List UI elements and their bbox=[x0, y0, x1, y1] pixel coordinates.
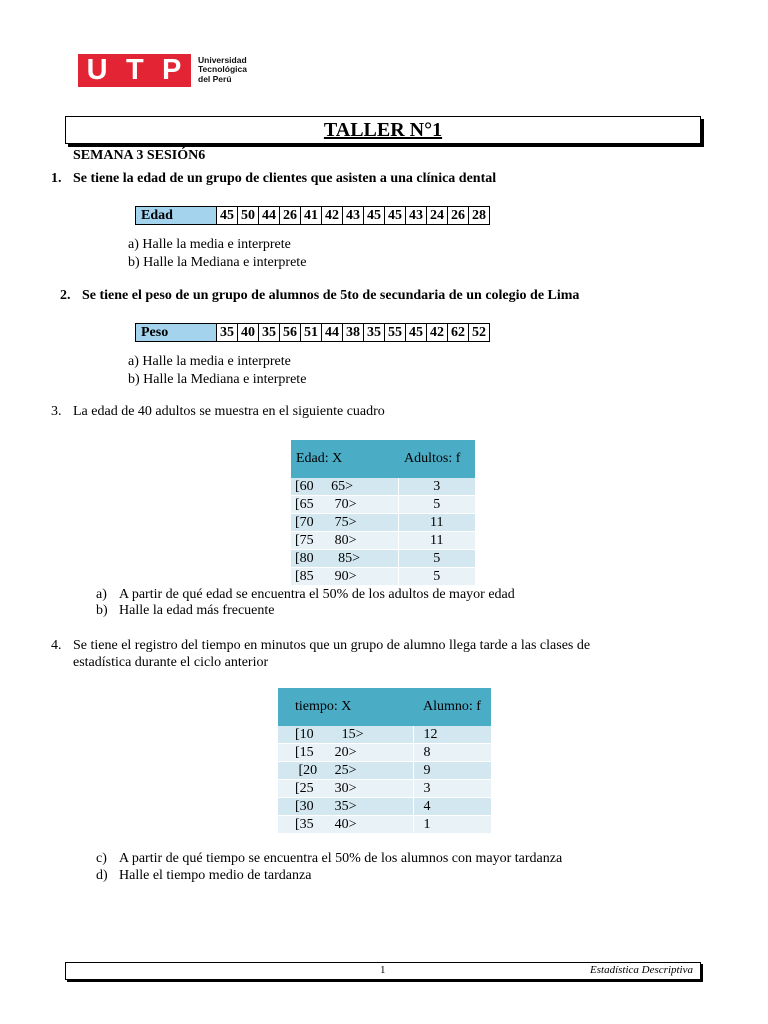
q2-value: 40 bbox=[238, 324, 259, 342]
q2-value: 42 bbox=[427, 324, 448, 342]
q4-part-c-label: c) bbox=[96, 851, 107, 866]
q4-frequency: 4 bbox=[413, 798, 491, 816]
table-row bbox=[291, 496, 475, 514]
q1-value: 44 bbox=[259, 207, 280, 225]
table-row bbox=[291, 514, 475, 532]
q2-value: 52 bbox=[469, 324, 490, 342]
q4-interval: [10 15> bbox=[278, 726, 413, 744]
page-footer bbox=[65, 962, 701, 980]
q4-frequency: 3 bbox=[413, 780, 491, 798]
utp-logo-mark bbox=[78, 54, 191, 87]
q4-frequency-table bbox=[278, 688, 491, 834]
table-row bbox=[278, 816, 491, 834]
q1-data-table bbox=[135, 206, 490, 225]
q1-value: 24 bbox=[427, 207, 448, 225]
q4-frequency: 1 bbox=[413, 816, 491, 834]
q2-text: Se tiene el peso de un grupo de alumnos de 5to de secundaria de un colegio de Lima bbox=[82, 288, 580, 303]
q1-value: 45 bbox=[364, 207, 385, 225]
q3-frequency: 11 bbox=[398, 514, 475, 532]
q1-text: Se tiene la edad de un grupo de clientes que asisten a una clínica dental bbox=[73, 171, 497, 186]
q4-frequency: 12 bbox=[413, 726, 491, 744]
q1-number: 1. bbox=[51, 171, 62, 186]
q1-part-a: a) Halle la media e interprete bbox=[128, 237, 291, 252]
q1-value: 45 bbox=[385, 207, 406, 225]
q1-value: 26 bbox=[280, 207, 301, 225]
table-row bbox=[278, 798, 491, 816]
q4-number: 4. bbox=[51, 638, 62, 653]
q3-frequency: 5 bbox=[398, 496, 475, 514]
table-row bbox=[291, 550, 475, 568]
q3-part-b-label: b) bbox=[96, 603, 108, 618]
q3-text: La edad de 40 adultos se muestra en el siguiente cuadro bbox=[73, 404, 385, 419]
q2-table-label: Peso bbox=[136, 324, 217, 342]
q2-value: 62 bbox=[448, 324, 469, 342]
q3-interval: [70 75> bbox=[291, 514, 398, 532]
q3-interval: [65 70> bbox=[291, 496, 398, 514]
q4-interval: [15 20> bbox=[278, 744, 413, 762]
q4-part-d-label: d) bbox=[96, 868, 108, 883]
table-row bbox=[291, 478, 475, 496]
table-row bbox=[278, 744, 491, 762]
q3-interval: [80 85> bbox=[291, 550, 398, 568]
q2-data-table bbox=[135, 323, 490, 342]
table-row bbox=[278, 726, 491, 744]
q3-part-b: Halle la edad más frecuente bbox=[119, 603, 275, 618]
q2-value: 35 bbox=[364, 324, 385, 342]
q4-interval: [25 30> bbox=[278, 780, 413, 798]
table-row bbox=[291, 532, 475, 550]
q4-header-f: Alumno: f bbox=[413, 688, 491, 726]
session-label: SEMANA 3 SESIÓN6 bbox=[73, 148, 206, 163]
q1-part-b: b) Halle la Mediana e interprete bbox=[128, 255, 307, 270]
q2-value: 35 bbox=[259, 324, 280, 342]
table-row bbox=[278, 762, 491, 780]
q2-part-b: b) Halle la Mediana e interprete bbox=[128, 372, 307, 387]
q1-value: 26 bbox=[448, 207, 469, 225]
q3-interval: [60 65> bbox=[291, 478, 398, 496]
utp-logo bbox=[78, 52, 247, 88]
q3-interval: [75 80> bbox=[291, 532, 398, 550]
q3-frequency-table bbox=[291, 440, 475, 586]
logo-line-3: del Perú bbox=[198, 73, 232, 84]
q4-interval: [20 25> bbox=[278, 762, 413, 780]
q1-value: 28 bbox=[469, 207, 490, 225]
logo-line-1: Universidad bbox=[198, 54, 247, 65]
q3-interval: [85 90> bbox=[291, 568, 398, 586]
q1-value: 41 bbox=[301, 207, 322, 225]
logo-letter-t: T bbox=[125, 53, 145, 86]
q2-part-a: a) Halle la media e interprete bbox=[128, 354, 291, 369]
q3-part-a-label: a) bbox=[96, 587, 107, 602]
page-title: TALLER N°1 bbox=[323, 118, 443, 141]
q4-part-c: A partir de qué tiempo se encuentra el 50% de los alumnos con mayor tardanza bbox=[119, 851, 563, 866]
logo-line-2: Tecnológica bbox=[198, 64, 247, 75]
q3-header-f: Adultos: f bbox=[398, 440, 475, 478]
q1-value: 50 bbox=[238, 207, 259, 225]
q3-frequency: 11 bbox=[398, 532, 475, 550]
q4-part-d: Halle el tiempo medio de tardanza bbox=[119, 868, 312, 883]
page-number: 1 bbox=[380, 964, 386, 976]
q4-frequency: 8 bbox=[413, 744, 491, 762]
q1-value: 43 bbox=[343, 207, 364, 225]
q2-value: 55 bbox=[385, 324, 406, 342]
q3-frequency: 5 bbox=[398, 568, 475, 586]
q4-text-line-2: estadística durante el ciclo anterior bbox=[73, 655, 269, 670]
q2-value: 56 bbox=[280, 324, 301, 342]
q2-value: 38 bbox=[343, 324, 364, 342]
q4-text-line-1: Se tiene el registro del tiempo en minutos que un grupo de alumno llega tarde a las clases de bbox=[73, 638, 591, 653]
q3-frequency: 3 bbox=[398, 478, 475, 496]
q2-number: 2. bbox=[60, 288, 71, 303]
q2-value: 35 bbox=[217, 324, 238, 342]
footer-subject: Estadística Descriptiva bbox=[590, 964, 693, 976]
q4-interval: [35 40> bbox=[278, 816, 413, 834]
q2-value: 44 bbox=[322, 324, 343, 342]
q3-header-x: Edad: X bbox=[291, 440, 398, 478]
q3-number: 3. bbox=[51, 404, 62, 419]
q2-value: 45 bbox=[406, 324, 427, 342]
logo-university-name bbox=[198, 56, 247, 85]
q2-value: 51 bbox=[301, 324, 322, 342]
q1-table-label: Edad bbox=[136, 207, 217, 225]
table-row bbox=[278, 780, 491, 798]
logo-letter-u: U bbox=[86, 53, 109, 86]
q3-frequency: 5 bbox=[398, 550, 475, 568]
q4-interval: [30 35> bbox=[278, 798, 413, 816]
q1-value: 43 bbox=[406, 207, 427, 225]
q4-frequency: 9 bbox=[413, 762, 491, 780]
table-row bbox=[291, 568, 475, 586]
q4-header-x: tiempo: X bbox=[278, 688, 413, 726]
q1-value: 42 bbox=[322, 207, 343, 225]
logo-letter-p: P bbox=[161, 53, 183, 86]
title-box bbox=[65, 116, 701, 144]
q3-part-a: A partir de qué edad se encuentra el 50% de los adultos de mayor edad bbox=[119, 587, 515, 602]
q1-value: 45 bbox=[217, 207, 238, 225]
